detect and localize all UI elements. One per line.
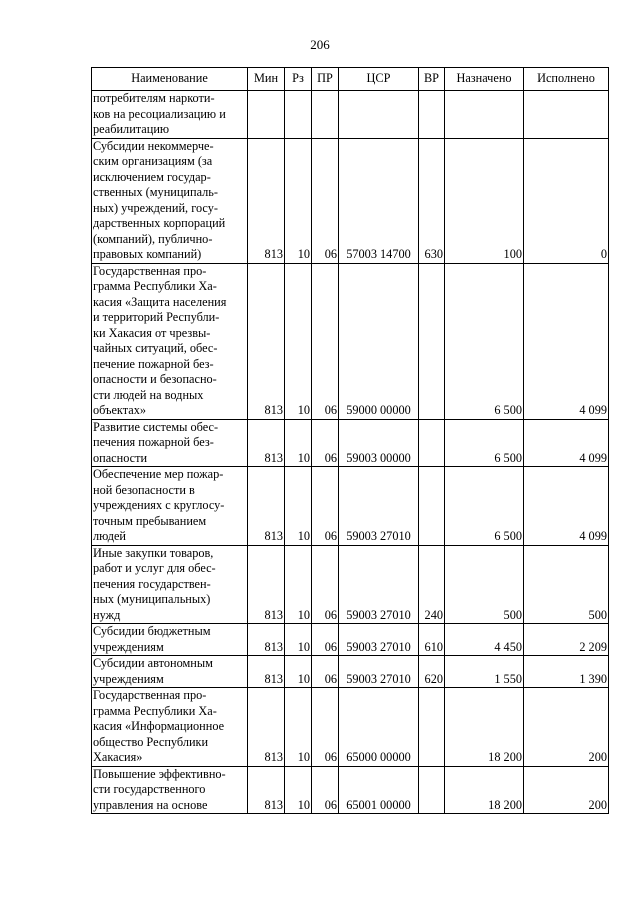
cell-executed — [524, 91, 609, 139]
cell-executed: 200 — [524, 766, 609, 814]
table-body — [92, 91, 609, 814]
cell-csr: 59003 27010 — [339, 624, 419, 656]
cell-name: Иные закупки товаров, работ и услуг для обес- печения государствен- ных (муниципальных) нужд — [92, 545, 248, 624]
cell-csr — [339, 91, 419, 139]
cell-name: Субсидии автономным учреждениям — [92, 656, 248, 688]
header-min: Мин — [248, 68, 285, 91]
cell-executed: 4 099 — [524, 419, 609, 467]
cell-executed: 1 390 — [524, 656, 609, 688]
cell-pr: 06 — [312, 467, 339, 546]
cell-pr: 06 — [312, 766, 339, 814]
cell-assigned: 4 450 — [445, 624, 524, 656]
cell-name: потребителям наркоти- ков на ресоциализацию и реабилитацию — [92, 91, 248, 139]
header-executed: Исполнено — [524, 68, 609, 91]
header-assigned: Назначено — [445, 68, 524, 91]
cell-name: Развитие системы обес- печения пожарной без- опасности — [92, 419, 248, 467]
cell-pr: 06 — [312, 263, 339, 419]
header-pr: ПР — [312, 68, 339, 91]
cell-rz: 10 — [285, 688, 312, 767]
cell-csr: 59000 00000 — [339, 263, 419, 419]
table-row — [92, 91, 609, 139]
cell-min — [248, 91, 285, 139]
cell-csr: 59003 27010 — [339, 545, 419, 624]
cell-name: Субсидии бюджетным учреждениям — [92, 624, 248, 656]
cell-rz: 10 — [285, 419, 312, 467]
cell-assigned: 6 500 — [445, 419, 524, 467]
cell-rz: 10 — [285, 656, 312, 688]
cell-vr: 240 — [419, 545, 445, 624]
cell-pr: 06 — [312, 545, 339, 624]
cell-pr: 06 — [312, 138, 339, 263]
cell-assigned: 100 — [445, 138, 524, 263]
cell-pr: 06 — [312, 688, 339, 767]
cell-vr — [419, 263, 445, 419]
cell-executed: 500 — [524, 545, 609, 624]
table-row — [92, 766, 609, 814]
table-row — [92, 624, 609, 656]
cell-pr: 06 — [312, 656, 339, 688]
cell-csr: 57003 14700 — [339, 138, 419, 263]
cell-rz: 10 — [285, 138, 312, 263]
cell-name: Государственная про- грамма Республики Ха- касия «Информационное общество Республики Хакасия» — [92, 688, 248, 767]
cell-csr: 65000 00000 — [339, 688, 419, 767]
page-number: 206 — [310, 37, 330, 52]
cell-rz: 10 — [285, 624, 312, 656]
cell-executed: 2 209 — [524, 624, 609, 656]
table-row — [92, 419, 609, 467]
cell-pr — [312, 91, 339, 139]
cell-csr: 65001 00000 — [339, 766, 419, 814]
cell-min: 813 — [248, 656, 285, 688]
cell-vr: 610 — [419, 624, 445, 656]
cell-assigned: 500 — [445, 545, 524, 624]
cell-pr: 06 — [312, 624, 339, 656]
header-vr: ВР — [419, 68, 445, 91]
cell-assigned: 18 200 — [445, 766, 524, 814]
cell-min: 813 — [248, 545, 285, 624]
cell-assigned: 6 500 — [445, 263, 524, 419]
header-rz: Рз — [285, 68, 312, 91]
cell-executed: 4 099 — [524, 263, 609, 419]
cell-executed: 200 — [524, 688, 609, 767]
cell-name: Обеспечение мер пожар- ной безопасности в учреждениях с круглосу- точным пребыванием людей — [92, 467, 248, 546]
cell-rz: 10 — [285, 766, 312, 814]
cell-assigned — [445, 91, 524, 139]
table-row — [92, 688, 609, 767]
cell-min: 813 — [248, 467, 285, 546]
cell-assigned: 18 200 — [445, 688, 524, 767]
cell-name: Повышение эффективно- сти государственного управления на основе — [92, 766, 248, 814]
cell-pr: 06 — [312, 419, 339, 467]
cell-min: 813 — [248, 263, 285, 419]
cell-assigned: 1 550 — [445, 656, 524, 688]
cell-rz: 10 — [285, 263, 312, 419]
table-header-row — [92, 68, 609, 91]
cell-vr — [419, 766, 445, 814]
cell-name: Субсидии некоммерче- ским организациям (за исключением государ- ственных (муниципаль- ных) учреждений, госу- дарственных корпораций (компаний), публично- правовых компаний) — [92, 138, 248, 263]
cell-rz: 10 — [285, 467, 312, 546]
cell-rz: 10 — [285, 545, 312, 624]
cell-vr: 630 — [419, 138, 445, 263]
cell-min: 813 — [248, 419, 285, 467]
cell-vr — [419, 688, 445, 767]
cell-assigned: 6 500 — [445, 467, 524, 546]
table-row — [92, 138, 609, 263]
header-csr: ЦСР — [339, 68, 419, 91]
cell-csr: 59003 27010 — [339, 467, 419, 546]
table-row — [92, 545, 609, 624]
cell-vr — [419, 467, 445, 546]
cell-min: 813 — [248, 624, 285, 656]
cell-min: 813 — [248, 766, 285, 814]
cell-rz — [285, 91, 312, 139]
cell-vr — [419, 419, 445, 467]
table-row — [92, 263, 609, 419]
table-row — [92, 656, 609, 688]
table-row — [92, 467, 609, 546]
cell-vr: 620 — [419, 656, 445, 688]
budget-table — [91, 67, 609, 814]
cell-name: Государственная про- грамма Республики Ха- касия «Защита населения и территорий Республи- ки Хакасия от чрезвы- чайных ситуаций, обес- печение пожарной без- опасности и безопасно- сти людей на водных объектах» — [92, 263, 248, 419]
cell-csr: 59003 27010 — [339, 656, 419, 688]
cell-csr: 59003 00000 — [339, 419, 419, 467]
cell-min: 813 — [248, 688, 285, 767]
cell-min: 813 — [248, 138, 285, 263]
cell-vr — [419, 91, 445, 139]
cell-executed: 0 — [524, 138, 609, 263]
header-name: Наименование — [92, 68, 248, 91]
cell-executed: 4 099 — [524, 467, 609, 546]
